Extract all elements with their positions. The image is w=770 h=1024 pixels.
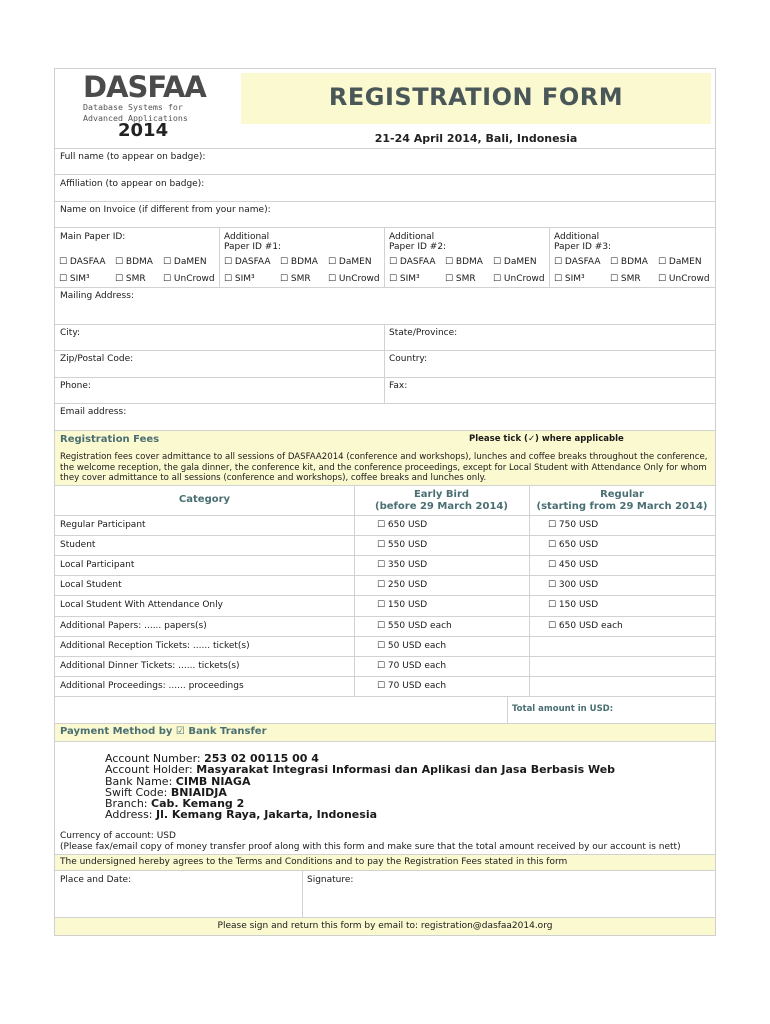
- additional-paper-3-label[interactable]: [554, 232, 611, 252]
- transfer-proof-note: (Please fax/email copy of money transfer proof along with this form and make sure that the total amount received by our account is nett): [60, 842, 681, 852]
- address-label: Address:: [105, 808, 157, 822]
- form-title: REGISTRATION FORM: [328, 83, 624, 111]
- account-number-label: Account Number:: [105, 752, 205, 765]
- paper3-checkbox-uncrowd[interactable]: ☐ UnCrowd: [658, 274, 710, 284]
- col-category: Category: [178, 494, 231, 505]
- account-holder-label: Account Holder:: [105, 763, 197, 777]
- fee-category: Additional Proceedings: ...... proceedings: [60, 681, 244, 691]
- regular-option[interactable]: ☐ 450 USD: [548, 560, 599, 570]
- swift-code-label: Swift Code:: [105, 785, 171, 799]
- logo-subtitle-2: Advanced Applications: [83, 113, 188, 123]
- fee-category: Additional Reception Tickets: ...... ticket(s): [60, 641, 250, 651]
- state-province-field[interactable]: State/Province:: [389, 328, 458, 338]
- fee-category: Local Participant: [60, 560, 135, 570]
- paper1-checkbox-sim3[interactable]: ☐ SIM³: [224, 274, 255, 284]
- dasfaa-logo: [83, 70, 243, 123]
- table-row-divider: [55, 636, 715, 637]
- account-number: 253 02 00115 00 4: [204, 752, 319, 765]
- paper1-checkbox-damen[interactable]: ☐ DaMEN: [328, 257, 372, 267]
- fees-description: Registration fees cover admittance to all sessions of DASFAA2014 (conference and workshops), lunches and coffee breaks throughout the conference, the welcome reception, the gala dinner, the conference kit, and the conference proceedings, except for Local Student with Attendance Only for whom they cover admittance to all sessions (conference and workshops), coffee breaks and lunches only.: [60, 452, 708, 483]
- regular-option[interactable]: ☐ 650 USD each: [548, 621, 623, 631]
- regular-option[interactable]: ☐ 650 USD: [548, 540, 599, 550]
- table-column-divider: [529, 515, 530, 696]
- table-row-divider: [55, 676, 715, 677]
- fee-category: Regular Participant: [60, 520, 146, 530]
- email-field[interactable]: Email address:: [60, 407, 127, 417]
- city-field[interactable]: City:: [60, 328, 81, 338]
- table-row-divider: [55, 555, 715, 556]
- paper-checkbox-uncrowd[interactable]: ☐ UnCrowd: [163, 274, 215, 284]
- phone-field[interactable]: Phone:: [60, 381, 91, 391]
- paper3-checkbox-dasfaa[interactable]: ☐ DASFAA: [554, 257, 601, 267]
- paper3-checkbox-sim3[interactable]: ☐ SIM³: [554, 274, 585, 284]
- payment-method-heading: Payment Method by ☑ Bank Transfer: [60, 726, 267, 737]
- col-early-bird: [354, 489, 529, 512]
- early-bird-option[interactable]: ☐ 250 USD: [377, 580, 428, 590]
- registration-fees-heading: Registration Fees: [60, 434, 160, 445]
- branch: Cab. Kemang 2: [151, 797, 245, 811]
- zip-code-field[interactable]: Zip/Postal Code:: [60, 354, 134, 364]
- footer-note: Please sign and return this form by email to: registration@dasfaa2014.org: [217, 921, 553, 931]
- mailing-address-field[interactable]: Mailing Address:: [60, 291, 134, 301]
- paper2-checkbox-bdma[interactable]: ☐ BDMA: [445, 257, 483, 267]
- paper1-checkbox-dasfaa[interactable]: ☐ DASFAA: [224, 257, 271, 267]
- country-field[interactable]: Country:: [389, 354, 428, 364]
- registration-form: [54, 68, 716, 936]
- event-dates: 21-24 April 2014, Bali, Indonesia: [374, 132, 578, 145]
- early-bird-option[interactable]: ☐ 150 USD: [377, 600, 428, 610]
- bank-address: Jl. Kemang Raya, Jakarta, Indonesia: [156, 808, 378, 822]
- paper2-checkbox-dasfaa[interactable]: ☐ DASFAA: [389, 257, 436, 267]
- table-row-divider: [55, 575, 715, 576]
- currency-note: Currency of account: USD: [60, 831, 176, 841]
- additional-paper-3-line1: Additional: [554, 232, 600, 242]
- agreement-text: The undersigned hereby agrees to the Terms and Conditions and to pay the Registration Fees stated in this form: [60, 857, 568, 867]
- table-row-divider: [55, 595, 715, 596]
- logo-wordmark: DASFAA: [83, 70, 206, 104]
- early-bird-option[interactable]: ☐ 650 USD: [377, 520, 428, 530]
- fax-field[interactable]: Fax:: [389, 381, 408, 391]
- paper3-checkbox-damen[interactable]: ☐ DaMEN: [658, 257, 702, 267]
- main-paper-id-field[interactable]: Main Paper ID:: [60, 232, 126, 242]
- bank-name-label: Bank Name:: [105, 774, 176, 788]
- additional-paper-2-line2: Paper ID #2:: [389, 242, 447, 252]
- paper2-checkbox-damen[interactable]: ☐ DaMEN: [493, 257, 537, 267]
- invoice-name-field[interactable]: Name on Invoice (if different from your name):: [60, 205, 271, 215]
- table-row-divider: [55, 535, 715, 536]
- fee-category: Local Student: [60, 580, 122, 590]
- place-date-field[interactable]: Place and Date:: [60, 875, 132, 885]
- col-regular-sub: (starting from 29 March 2014): [536, 500, 708, 512]
- additional-paper-1-line2: Paper ID #1:: [224, 242, 282, 252]
- address-line: [105, 809, 615, 820]
- full-name-field[interactable]: Full name (to appear on badge):: [60, 152, 206, 162]
- swift-code: BNIAIDJA: [170, 785, 227, 799]
- early-bird-option[interactable]: ☐ 350 USD: [377, 560, 428, 570]
- paper3-checkbox-bdma[interactable]: ☐ BDMA: [610, 257, 648, 267]
- paper-checkbox-dasfaa[interactable]: ☐ DASFAA: [59, 257, 106, 267]
- early-bird-option[interactable]: ☐ 70 USD each: [377, 681, 447, 691]
- paper-checkbox-sim3[interactable]: ☐ SIM³: [59, 274, 90, 284]
- early-bird-option[interactable]: ☐ 550 USD each: [377, 621, 452, 631]
- affiliation-field[interactable]: Affiliation (to appear on badge):: [60, 179, 205, 189]
- paper2-checkbox-smr[interactable]: ☐ SMR: [445, 274, 476, 284]
- paper3-checkbox-smr[interactable]: ☐ SMR: [610, 274, 641, 284]
- logo-subtitle-1: Database Systems for: [83, 102, 183, 112]
- col-early-bird-sub: (before 29 March 2014): [375, 500, 508, 512]
- paper-checkbox-smr[interactable]: ☐ SMR: [115, 274, 146, 284]
- col-regular: [529, 489, 715, 512]
- paper1-checkbox-uncrowd[interactable]: ☐ UnCrowd: [328, 274, 380, 284]
- paper2-checkbox-sim3[interactable]: ☐ SIM³: [389, 274, 420, 284]
- fee-category: Local Student With Attendance Only: [60, 600, 223, 610]
- table-row-divider: [55, 656, 715, 657]
- tick-note: Please tick (✓) where applicable: [469, 434, 624, 444]
- table-column-divider: [354, 515, 355, 696]
- additional-paper-3-line2: Paper ID #3:: [554, 242, 612, 252]
- fee-category: Student: [60, 540, 96, 550]
- col-regular-title: Regular: [600, 489, 644, 500]
- paper1-checkbox-smr[interactable]: ☐ SMR: [280, 274, 311, 284]
- branch-label: Branch:: [105, 797, 152, 811]
- additional-paper-1-label[interactable]: [224, 232, 281, 252]
- additional-paper-2-line1: Additional: [389, 232, 435, 242]
- fee-category: Additional Dinner Tickets: ...... tickets(s): [60, 661, 240, 671]
- regular-option[interactable]: ☐ 750 USD: [548, 520, 599, 530]
- col-early-bird-title: Early Bird: [413, 489, 470, 500]
- logo-year: 2014: [118, 120, 169, 141]
- paper1-checkbox-bdma[interactable]: ☐ BDMA: [280, 257, 318, 267]
- total-amount-label[interactable]: Total amount in USD:: [512, 704, 614, 714]
- bank-name: CIMB NIAGA: [175, 774, 251, 788]
- early-bird-option[interactable]: ☐ 70 USD each: [377, 661, 447, 671]
- additional-paper-1-line1: Additional: [224, 232, 270, 242]
- paper2-checkbox-uncrowd[interactable]: ☐ UnCrowd: [493, 274, 545, 284]
- additional-paper-2-label[interactable]: [389, 232, 446, 252]
- table-row-divider: [55, 696, 715, 697]
- early-bird-option[interactable]: ☐ 550 USD: [377, 540, 428, 550]
- paper-checkbox-bdma[interactable]: ☐ BDMA: [115, 257, 153, 267]
- fee-category: Additional Papers: ...... papers(s): [60, 621, 207, 631]
- early-bird-option[interactable]: ☐ 50 USD each: [377, 641, 447, 651]
- signature-field[interactable]: Signature:: [307, 875, 354, 885]
- regular-option[interactable]: ☐ 300 USD: [548, 580, 599, 590]
- table-row-divider: [55, 616, 715, 617]
- regular-option[interactable]: ☐ 150 USD: [548, 600, 599, 610]
- bank-details: [105, 753, 615, 821]
- paper-checkbox-damen[interactable]: ☐ DaMEN: [163, 257, 207, 267]
- account-holder: Masyarakat Integrasi Informasi dan Aplikasi dan Jasa Berbasis Web: [196, 763, 616, 777]
